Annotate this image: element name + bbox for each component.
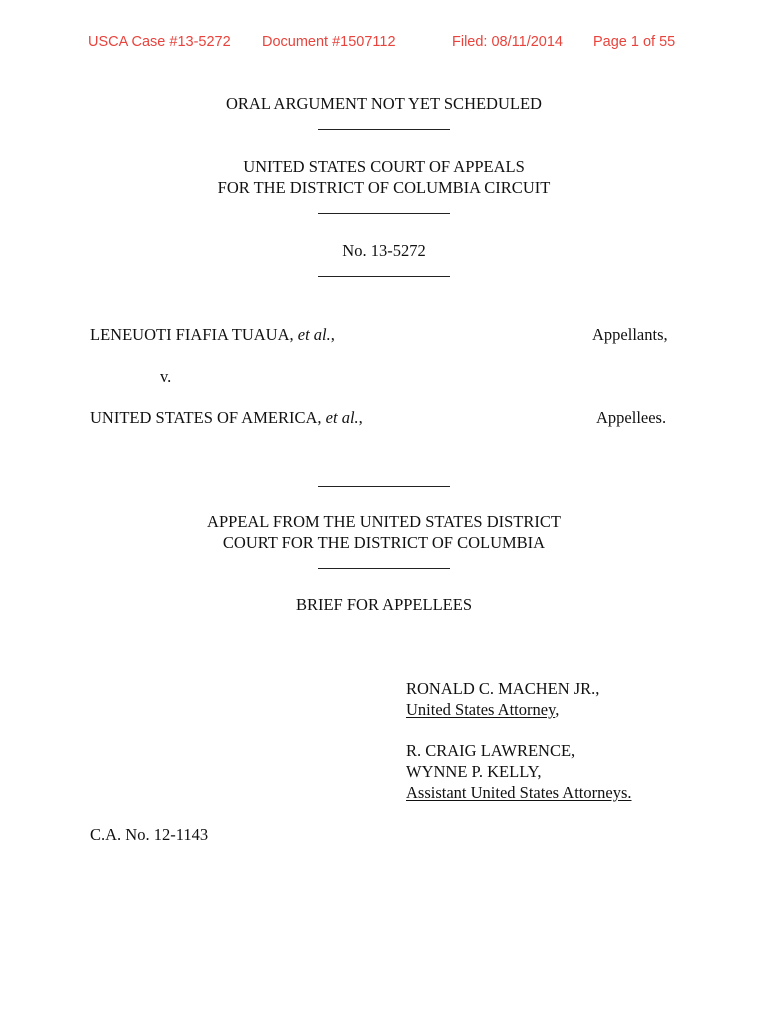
header-filed-date: Filed: 08/11/2014 — [452, 34, 563, 50]
appellants-name: LENEUOTI FIAFIA TUAUA, — [90, 325, 294, 344]
assistant-attorneys-title: Assistant United States Attorneys. — [406, 783, 632, 802]
us-attorney-title: United States Attorney — [406, 700, 556, 719]
us-attorney-suffix: , — [555, 700, 560, 719]
ca-number: C.A. No. 12-1143 — [90, 825, 209, 844]
divider-rule — [318, 129, 450, 130]
counsel-title-us-attorney — [406, 699, 559, 720]
argument-status: ORAL ARGUMENT NOT YET SCHEDULED — [226, 94, 542, 113]
counsel-title-assistants — [406, 782, 632, 803]
appeal-line2: COURT FOR THE DISTRICT OF COLUMBIA — [222, 533, 546, 552]
header-page-count: Page 1 of 55 — [593, 34, 676, 50]
appellees-role: Appellees. — [596, 408, 667, 427]
divider-rule — [318, 276, 450, 277]
appellees-et-al: et al. — [325, 408, 359, 427]
versus: v. — [160, 367, 172, 386]
court-name-line2: FOR THE DISTRICT OF COLUMBIA CIRCUIT — [217, 178, 551, 197]
counsel-name-machen: RONALD C. MACHEN JR., — [406, 679, 600, 698]
filing-stamp-header — [0, 34, 768, 54]
divider-rule — [318, 486, 450, 487]
appellants-suffix: , — [330, 325, 335, 344]
divider-rule — [318, 568, 450, 569]
court-name-line1: UNITED STATES COURT OF APPEALS — [243, 157, 525, 176]
appellees-name: UNITED STATES OF AMERICA, — [90, 408, 322, 427]
appellants-et-al: et al. — [297, 325, 331, 344]
appellees-suffix: , — [358, 408, 363, 427]
counsel-name-lawrence: R. CRAIG LAWRENCE, — [406, 741, 576, 760]
appeal-line1: APPEAL FROM THE UNITED STATES DISTRICT — [207, 512, 561, 531]
appellants-role: Appellants, — [592, 325, 668, 344]
appellants-party — [90, 324, 335, 345]
divider-rule — [318, 213, 450, 214]
brief-title: BRIEF FOR APPELLEES — [295, 595, 473, 614]
counsel-name-kelly: WYNNE P. KELLY, — [406, 762, 542, 781]
docket-number: No. 13-5272 — [342, 241, 426, 260]
header-document-number: Document #1507112 — [262, 34, 396, 50]
appellees-party — [90, 407, 363, 428]
header-case-number: USCA Case #13-5272 — [88, 34, 231, 50]
